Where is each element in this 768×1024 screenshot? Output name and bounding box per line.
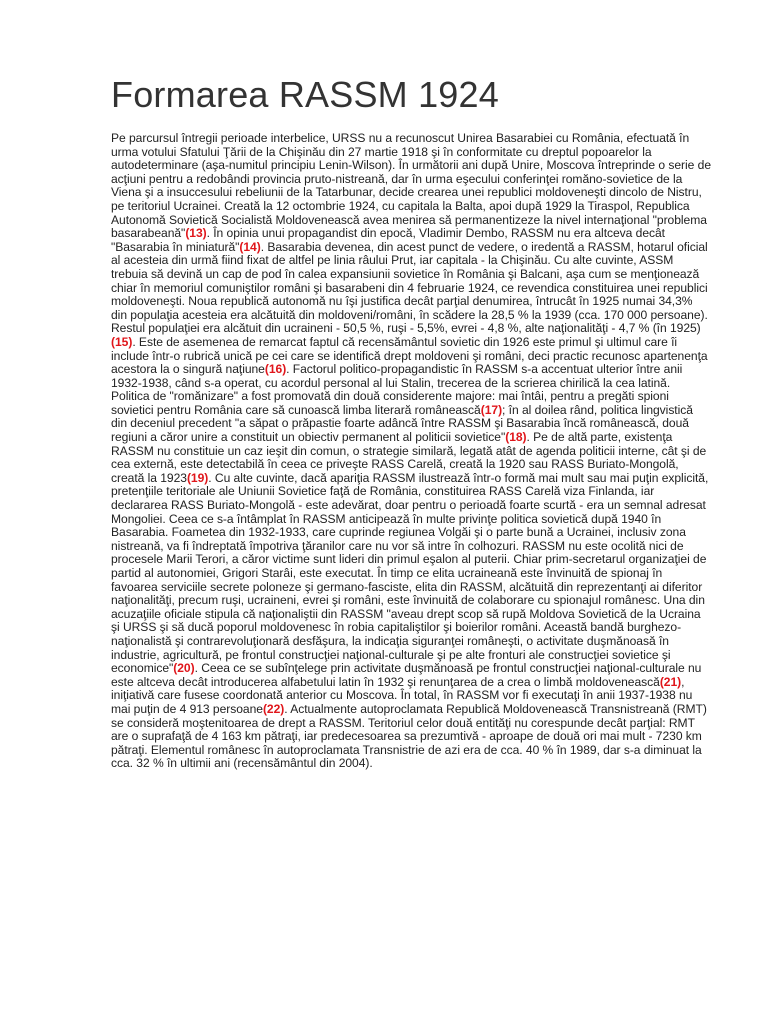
- footnote-ref[interactable]: (18): [505, 430, 527, 445]
- text-segment: . Este de asemenea de remarcat faptul că recensământul sovietic din 1926 este primul şi ultimul care îi include într-o rubrică unică pe cei care se identifică drept moldoveni şi români, deci practic recunosc apartenenţa acestora la o singură naţiune: [111, 334, 708, 377]
- text-segment: . Pe de altă parte, existenţa RASSM nu constituie un caz ieşit din comun, o strategie similară, legată atât de agenda politicii interne, cât şi de cea externă, este detectabilă în ceea ce priveşte RASS Carelă, creată la 1920 sau RASS Buriato-Mongolă, creată la 1923: [111, 430, 707, 485]
- text-segment: . În opinia unui propagandist din epocă, Vladimir Dembo, RASSM nu era altceva decât "Basarabia în miniatură": [111, 226, 665, 254]
- footnote-ref[interactable]: (20): [173, 661, 195, 676]
- text-segment: Pe parcursul întregii perioade interbelice, URSS nu a recunoscut Unirea Basarabiei cu România, efectuată în urma votului Sfatului Ţării de la Chişinău din 27 martie 1918 şi în conformitate cu dreptul popoarelor la autodeterminare (aşa-numitul principiu Lenin-Wilson). În următorii ani după Unire, Moscova întreprinde o serie de acţiuni pentru a redobândi provincia pruto-nistreană, dar în urma eşecului conferinţei romăno-sovietice de la Viena şi a insuccesului rebeliunii de la Tatarbunar, decide crearea unei republici moldoveneşti dincolo de Nistru, pe teritoriul Ucrainei. Creată la 12 octombrie 1924, cu capitala la Balta, apoi după 1929 la Tiraspol, Republica Autonomă Sovietică Socialistă Moldovenească avea menirea să permanentizeze la nivel internaţional "problema basarabeană": [111, 131, 712, 241]
- body-paragraph: [111, 132, 711, 771]
- page-title: Formarea RASSM 1924: [111, 74, 499, 115]
- footnote-ref[interactable]: (21): [659, 674, 682, 689]
- text-segment: . Ceea ce se subînţelege prin activitate duşmănoasă pe frontul construcţiei naţional-culturale nu este altceva decât introducerea alfabetului latin în 1932 şi renunţarea de a crea o limbă moldovenească: [111, 661, 702, 689]
- footnote-ref[interactable]: (22): [262, 701, 285, 716]
- text-segment: ; în al doilea rând, politica lingvistică din deceniul precedent "a săpat o prăpastie foarte adâncă între RASSM şi Basarabia încă românească, două regiuni a căror unire a constituit un obiectiv permanent al politicii sovietice": [111, 402, 693, 445]
- text-segment: , iniţiativă care fusese coordonată anterior cu Moscova. În total, în RASSM vor fi executaţi în anii 1937-1938 nu mai puţin de 4 913 persoane: [111, 674, 693, 716]
- text-segment: . Cu alte cuvinte, dacă apariţia RASSM ilustrează într-o formă mai mult sau mai puţin explicită, pretenţiile teritoriale ale Uniunii Sovietice faţă de România, constituirea RASS Carelă viza Finlanda, iar declararea RASS Buriato-Mongolă - este adevărat, doar pentru o perioadă foarte scurtă - era un semnal adresat Mongoliei. Ceea ce s-a întâmplat în RASSM anticipează în multe privinţe politica sovietică după 1940 în Basarabia. Foametea din 1932-1933, care cuprinde regiunea Volgăi şi o parte bună a Ucrainei, inclusiv zona nistreană, va fi îndreptată împotriva ţăranilor care nu vor să intre în colhozuri. RASSM nu este ocolită nici de procesele Marii Terori, a căror victime sunt lideri din primul eşalon al puterii. Chiar prim-secretarul organizaţiei de partid al autonomiei, Grigori Starâi, este executat. În timp ce elita ucraineană este învinuită de spionaj în favoarea serviciile secrete poloneze şi germano-fasciste, elita din RASSM, alcătuită din reprezentanţi ai diferitor naţionalităţi, precum ruşi, ucraineni, evrei şi români, este învinuită de colaborare cu spionajul românesc. Una din acuzaţiile oficiale stipula că naţionaliştii din RASSM "aveau drept scop să rupă Moldova Sovietică de la Ucraina şi URSS şi să ducă poporul moldovenesc în robia capitaliştilor şi boierilor români. Această bandă burghezo-naţionalistă şi contrarevoluţionară desfăşura, la indicaţia siguranţei româneşti, o activitate duşmănoasă în industrie, agricultură, pe frontul construcţiei naţional-culturale şi pe alte fronturi ale construcţiei sovietice şi economice": [111, 470, 709, 676]
- footnote-ref[interactable]: (17): [480, 402, 503, 417]
- footnote-ref[interactable]: (19): [186, 470, 209, 485]
- footnote-ref[interactable]: (16): [264, 362, 287, 377]
- text-segment: . Actualmente autoproclamata Republică Moldovenească Transnistreană (RMT) se consideră moştenitoarea de drept a RASSM. Teritoriul celor două entităţi nu corespunde decât parţial: RMT are o suprafaţă de 4 163 km pătraţi, iar predecesoarea sa prezumtivă - aproape de două ori mai mult - 7230 km pătraţi. Elementul românesc în autoproclamata Transnistrie de azi era de cca. 40 % în 1989, dar s-a diminuat la cca. 32 % în ultimii ani (recensământul din 2004).: [111, 701, 707, 771]
- footnote-ref[interactable]: (15): [111, 334, 133, 349]
- text-segment: . Basarabia devenea, din acest punct de vedere, o iredentă a RASSM, hotarul oficial al acesteia din urmă fiind fixat de altfel pe linia râului Prut, iar capitala - la Chişinău. Cu alte cuvinte, ASSM trebuia să devină un cap de pod în calea expansiunii sovietice în România şi Balcani, aşa cum se menţionează chiar în memoriul comuniştilor români şi basarabeni din 4 februarie 1924, ce revendica constituirea unei republici moldoveneşti. Noua republică autonomă nu îşi justifica decât parţial denumirea, întrucât în 1925 numai 34,3% din populaţia acesteia era alcătuită din moldoveni/români, în scădere la 28,5 % la 1939 (cca. 170 000 persoane). Restul populaţiei era alcătuit din ucraineni - 50,5 %, ruşi - 5,5%, evrei - 4,8 %, alte naţionalităţi - 4,7 % (în 1925): [111, 239, 708, 336]
- text-segment: . Factorul politico-propagandistic în RASSM s-a accentuat ulterior între anii 1932-1938, când s-a operat, cu acordul personal al lui Stalin, trecerea de la scrierea chirilică la cea latină. Politica de "romănizare" a fost promovată din două considerente majore: mai întâi, pentru a pregăti spioni sovietici pentru România care să cunoască limba literară românească: [111, 362, 683, 417]
- footnote-ref[interactable]: (13): [185, 226, 207, 241]
- footnote-ref[interactable]: (14): [239, 239, 261, 254]
